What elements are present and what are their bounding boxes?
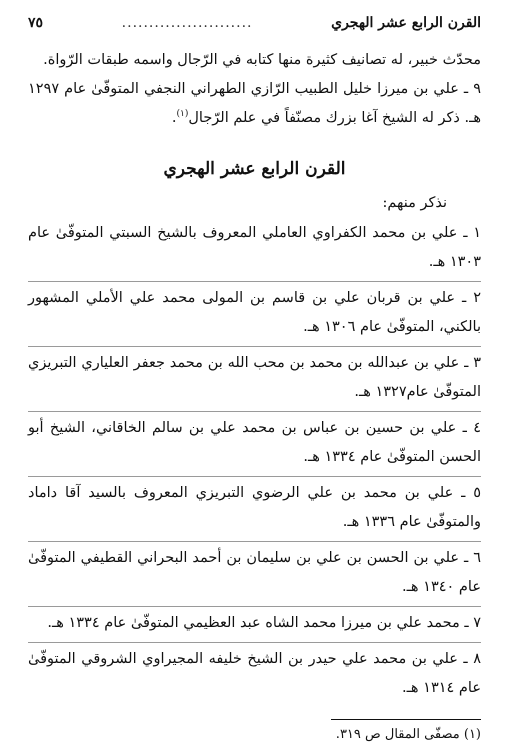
running-header [28, 10, 481, 36]
entry-9-terminal: . [171, 110, 177, 126]
entries-list [28, 217, 481, 707]
footnote: (١) مصفّى المقال ص ٣١٩. [335, 727, 481, 742]
page-number: ٧٥ [28, 15, 44, 31]
entry-text: ٦ ـ علي بن الحسن بن علي بن سليمان بن أحمد البحراني القطيفي المتوفّىٰ عام ١٣٤٠ هـ. [28, 550, 481, 595]
list-item [28, 282, 481, 347]
book-page [28, 10, 481, 742]
entry-text: ٣ ـ علي بن عبدالله بن محمد بن محب الله بن محمد جعفر العلياري التبريزي المتوفّىٰ عام١٣٢٧ هـ. [28, 355, 481, 400]
list-item [28, 607, 481, 643]
list-item [28, 412, 481, 477]
footnote-divider [331, 719, 481, 720]
entry-text: ٤ ـ علي بن حسين بن عباس بن محمد علي بن سالم الخاقاني، الشيخ أبو الحسن المتوفّىٰ عام ١٣٣٤ هـ. [28, 420, 481, 465]
list-item [28, 217, 481, 282]
entry-9-text: ٩ ـ علي بن ميرزا خليل الطبيب الرّازي الطهراني النجفي المتوفّىٰ عام ١٢٩٧ هـ. ذكر له الشيخ آغا بزرك مصنّفاً في علم الرّجال [28, 81, 481, 126]
intro-paragraphs [28, 46, 481, 133]
intro-line-continued: محدّث خبير، له تصانيف كثيرة منها كتابه في الرّجال واسمه طبقات الرّواة. [43, 52, 481, 68]
section-intro-text: نذكر منهم: [382, 195, 447, 211]
entry-text: ١ ـ علي بن محمد الكفراوي العاملي المعروف بالشيخ السبتي المتوفّىٰ عام ١٣٠٣ هـ. [28, 225, 481, 270]
list-item [28, 477, 481, 542]
section-heading: القرن الرابع عشر الهجري [163, 159, 346, 179]
entry-text: ٥ ـ علي بن محمد بن علي الرضوي التبريزي المعروف بالسيد آقا داماد والمتوفّىٰ عام ١٣٣٦ هـ. [28, 485, 481, 530]
list-item [28, 643, 481, 707]
running-header-leader-dots: ........................ [121, 15, 253, 31]
running-header-title: القرن الرابع عشر الهجري [331, 15, 481, 31]
entry-text: ٧ ـ محمد علي بن ميرزا محمد الشاه عبد العظيمي المتوفّىٰ عام ١٣٣٤ هـ. [47, 615, 481, 631]
footnote-reference[interactable]: (١) [176, 109, 189, 120]
list-item [28, 347, 481, 412]
entry-9-paragraph [28, 75, 481, 133]
list-item [28, 542, 481, 607]
entry-text: ٢ ـ علي بن قربان علي بن قاسم بن المولى محمد علي الأملي المشهور بالكني، المتوفّىٰ عام ١٣٠٦ هـ. [28, 290, 481, 335]
entry-text: ٨ ـ علي بن محمد علي حيدر بن الشيخ خليفه المجيراوي الشروقي المتوفّىٰ عام ١٣١٤ هـ. [28, 651, 481, 696]
